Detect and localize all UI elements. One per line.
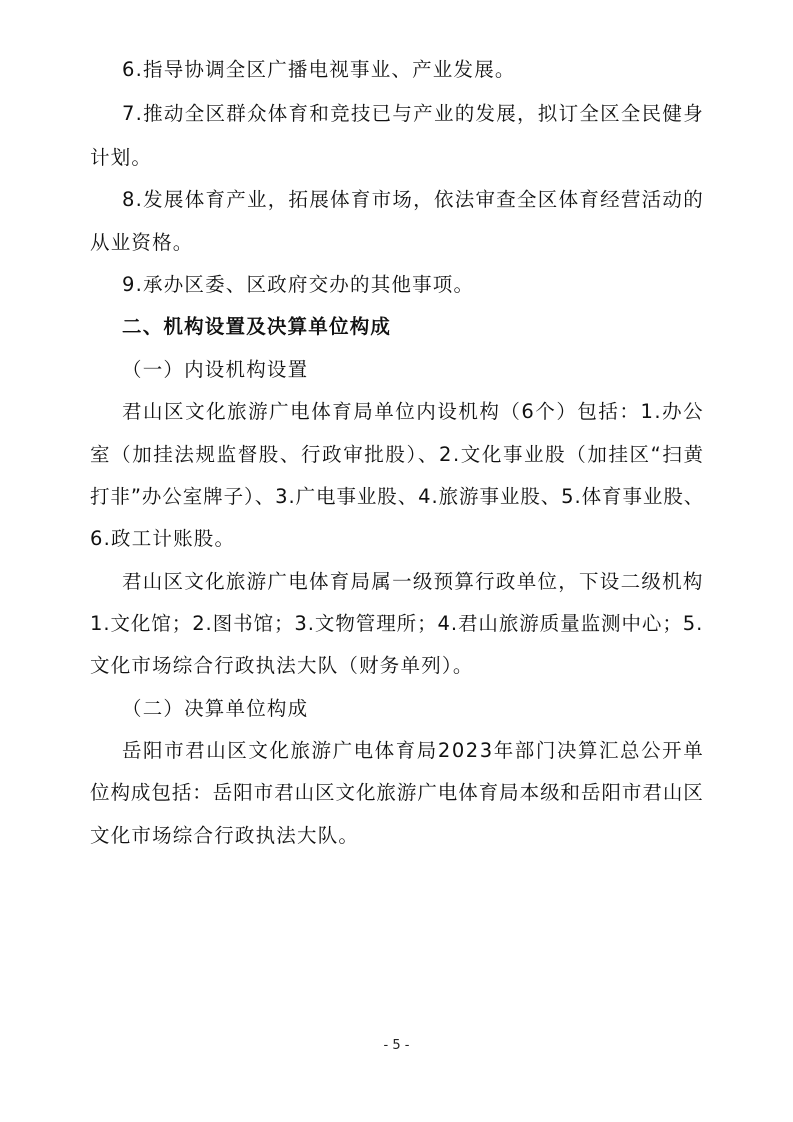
subsection-heading: （二）决算单位构成 [122,697,309,720]
body-line: 9.承办区委、区政府交办的其他事项。 [122,273,475,296]
body-line: 文化市场综合行政执法大队。 [90,824,360,847]
section-heading: 二、机构设置及决算单位构成 [122,315,392,338]
body-line: 打非”办公室牌子）、3.广电事业股、4.旅游事业股、5.体育事业股、 [90,485,705,508]
body-line: 6.指导协调全区广播电视事业、产业发展。 [122,58,516,81]
body-line: 从业资格。 [90,231,194,254]
body-line: 君山区文化旅游广电体育局单位内设机构（6个）包括：1.办公 [122,400,705,423]
body-line: 7.推动全区群众体育和竞技已与产业的发展，拟订全区全民健身 [122,102,704,125]
body-line: 计划。 [90,146,153,169]
body-line: 君山区文化旅游广电体育局属一级预算行政单位，下设二级机构 [122,570,704,593]
body-line: 文化市场综合行政执法大队（财务单列）。 [90,654,474,677]
body-line: 8.发展体育产业，拓展体育市场，依法审查全区体育经营活动的 [122,188,704,211]
body-line: 岳阳市君山区文化旅游广电体育局2023年部门决算汇总公开单 [122,739,705,762]
body-line: 6.政工计账股。 [90,527,236,550]
page-number: - 5 - [383,1038,410,1053]
body-line: 位构成包括：岳阳市君山区文化旅游广电体育局本级和岳阳市君山区 [90,781,704,804]
body-line: 1.文化馆；2.图书馆；3.文物管理所；4.君山旅游质量监测中心；5. [90,612,704,635]
body-line: 室（加挂法规监督股、行政审批股）、2.文化事业股（加挂区“扫黄 [90,443,705,466]
subsection-heading: （一）内设机构设置 [122,358,309,381]
